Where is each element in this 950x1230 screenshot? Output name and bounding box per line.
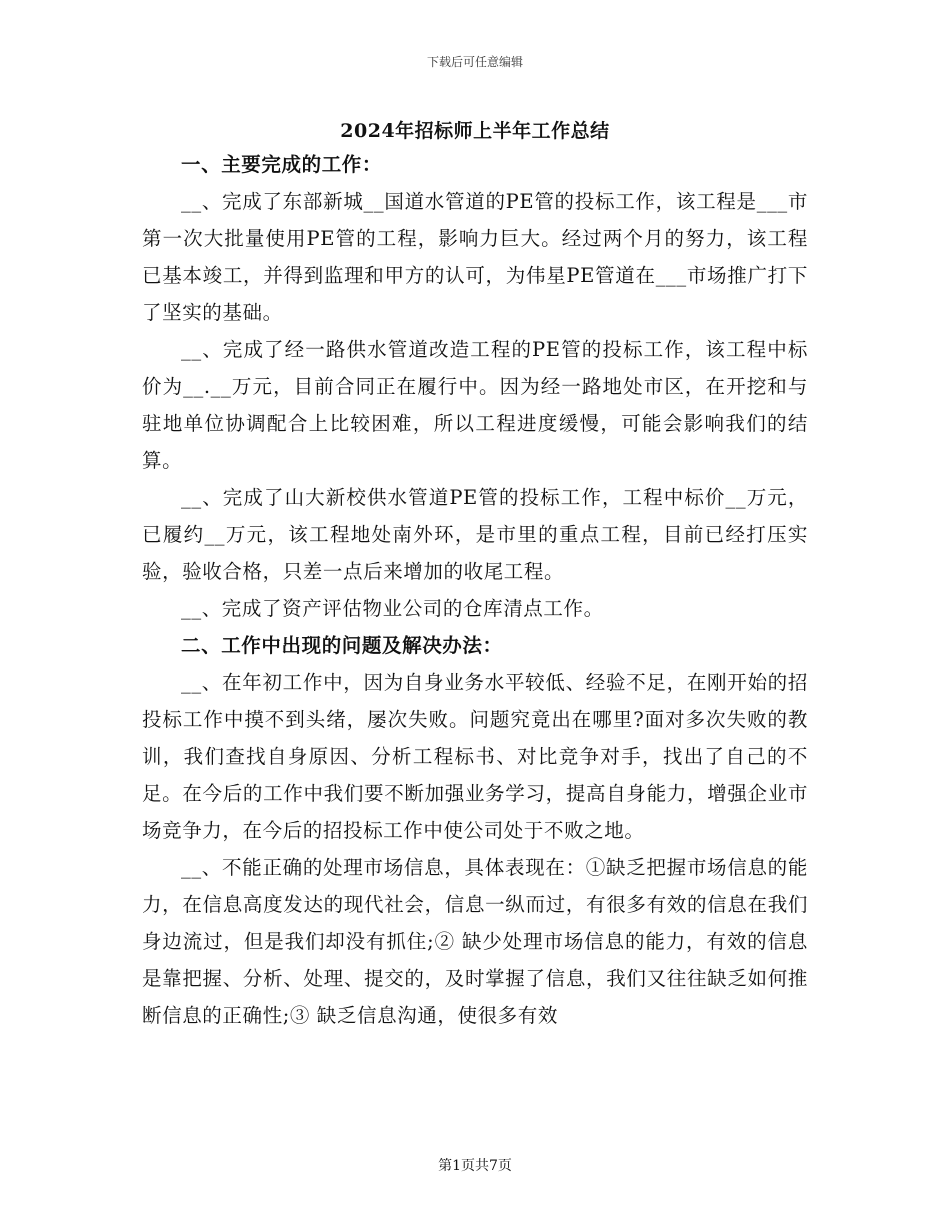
paragraph: __、完成了经一路供水管道改造工程的PE管的投标工作，该工程中标价为__.__万元，目前合同正在履行中。因为经一路地处市区，在开挖和与驻地单位协调配合上比较困难，所以工程进度缓慢，可能会影响我们的结算。 (142, 338, 808, 472)
paragraph: __、在年初工作中，因为自身业务水平较低、经验不足，在刚开始的招投标工作中摸不到头绪，屡次失败。问题究竟出在哪里?面对多次失败的教训，我们查找自身原因、分析工程标书、对比竞争对手，找出了自己的不足。在今后的工作中我们要不断加强业务学习，提高自身能力，增强企业市场竞争力，在今后的招投标工作中使公司处于不败之地。 (142, 671, 808, 842)
paragraph: __、完成了山大新校供水管道PE管的投标工作，工程中标价__万元，已履约__万元，该工程地处南外环，是市里的重点工程，目前已经打压实验，验收合格，只差一点后来增加的收尾工程。 (142, 486, 808, 583)
paragraph: __、完成了资产评估物业公司的仓库清点工作。 (181, 597, 604, 620)
paragraph: __、不能正确的处理市场信息，具体表现在：①缺乏把握市场信息的能力，在信息高度发达的现代社会，信息一纵而过，有很多有效的信息在我们身边流过，但是我们却没有抓住;② 缺少处理市场信息的能力，有效的信息是靠把握、分析、处理、提交的，及时掌握了信息，我们又往往缺乏如何推断信息的正确性;③ 缺乏信息沟通，使很多有效 (142, 856, 808, 1027)
document-title: 2024年招标师上半年工作总结 (340, 120, 610, 142)
document-body (142, 146, 808, 1034)
page-number: 第1页共7页 (438, 1158, 512, 1174)
section-heading-2: 二、工作中出现的问题及解决办法： (181, 634, 503, 657)
section-heading-1: 一、主要完成的工作： (181, 153, 383, 176)
header-note: 下载后可任意编辑 (426, 55, 523, 69)
paragraph: __、完成了东部新城__国道水管道的PE管的投标工作，该工程是___市第一次大批量使用PE管的工程，影响力巨大。经过两个月的努力，该工程已基本竣工，并得到监理和甲方的认可，为伟星PE管道在___市场推广打下了坚实的基础。 (142, 190, 808, 324)
